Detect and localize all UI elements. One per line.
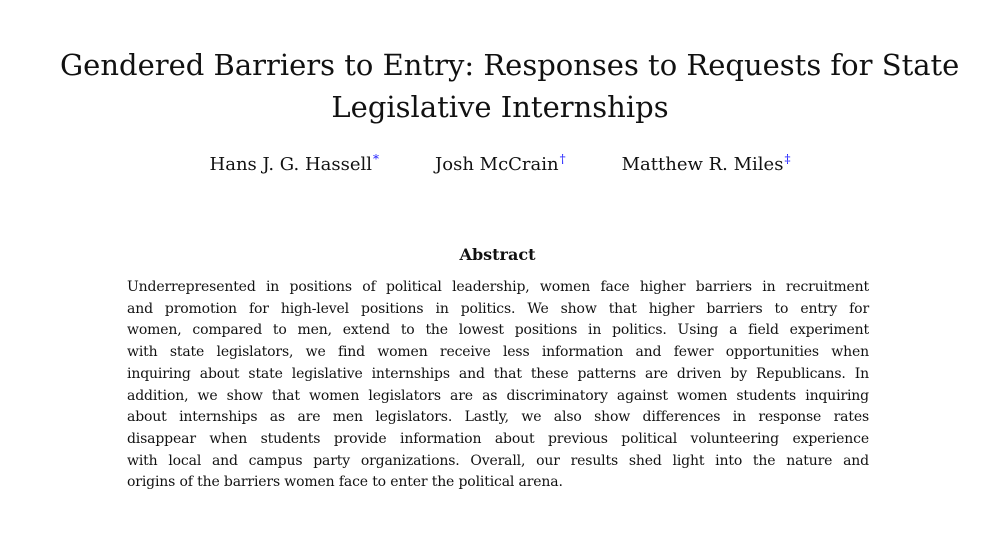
abstract-line: about internships as are men legislators. Lastly, we also show differences in response rates <box>127 409 869 426</box>
author-name: Hans J. G. Hassell <box>209 154 373 175</box>
title-line-1: Gendered Barriers to Entry: Responses to Requests for State <box>60 48 960 82</box>
abstract-line: with local and campus party organizations. Overall, our results shed light into the nature and <box>127 452 869 469</box>
abstract-line: addition, we show that women legislators are as discriminatory against women students inquiring <box>127 387 869 404</box>
abstract-heading: Abstract <box>459 245 536 264</box>
author-name: Matthew R. Miles <box>621 154 784 175</box>
author-hassell <box>210 147 380 177</box>
paper-title <box>60 44 960 128</box>
footnote-mark-link[interactable]: † <box>559 152 566 166</box>
footnote-mark-link[interactable]: * <box>373 152 380 166</box>
abstract-body <box>127 277 869 494</box>
abstract-line: disappear when students provide information about previous political volunteering experience <box>127 430 869 447</box>
abstract-line: Underrepresented in positions of political leadership, women face higher barriers in recruitment <box>127 279 869 295</box>
author-mccrain <box>435 147 566 177</box>
author-miles <box>622 147 791 177</box>
abstract-line: inquiring about state legislative internships and that these patterns are driven by Republicans. In <box>127 365 869 382</box>
title-line-2: Legislative Internships <box>331 90 669 124</box>
abstract-line: with state legislators, we find women receive less information and fewer opportunities when <box>127 344 869 361</box>
abstract-line: women, compared to men, extend to the lowest positions in politics. Using a field experiment <box>127 322 869 339</box>
abstract-line: origins of the barriers women face to enter the political arena. <box>127 474 563 491</box>
footnote-mark-link[interactable]: ‡ <box>784 152 791 166</box>
abstract-line: and promotion for high-level positions in politics. We show that higher barriers to entry for <box>127 300 869 317</box>
author-name: Josh McCrain <box>435 154 559 175</box>
author-list <box>100 147 900 177</box>
